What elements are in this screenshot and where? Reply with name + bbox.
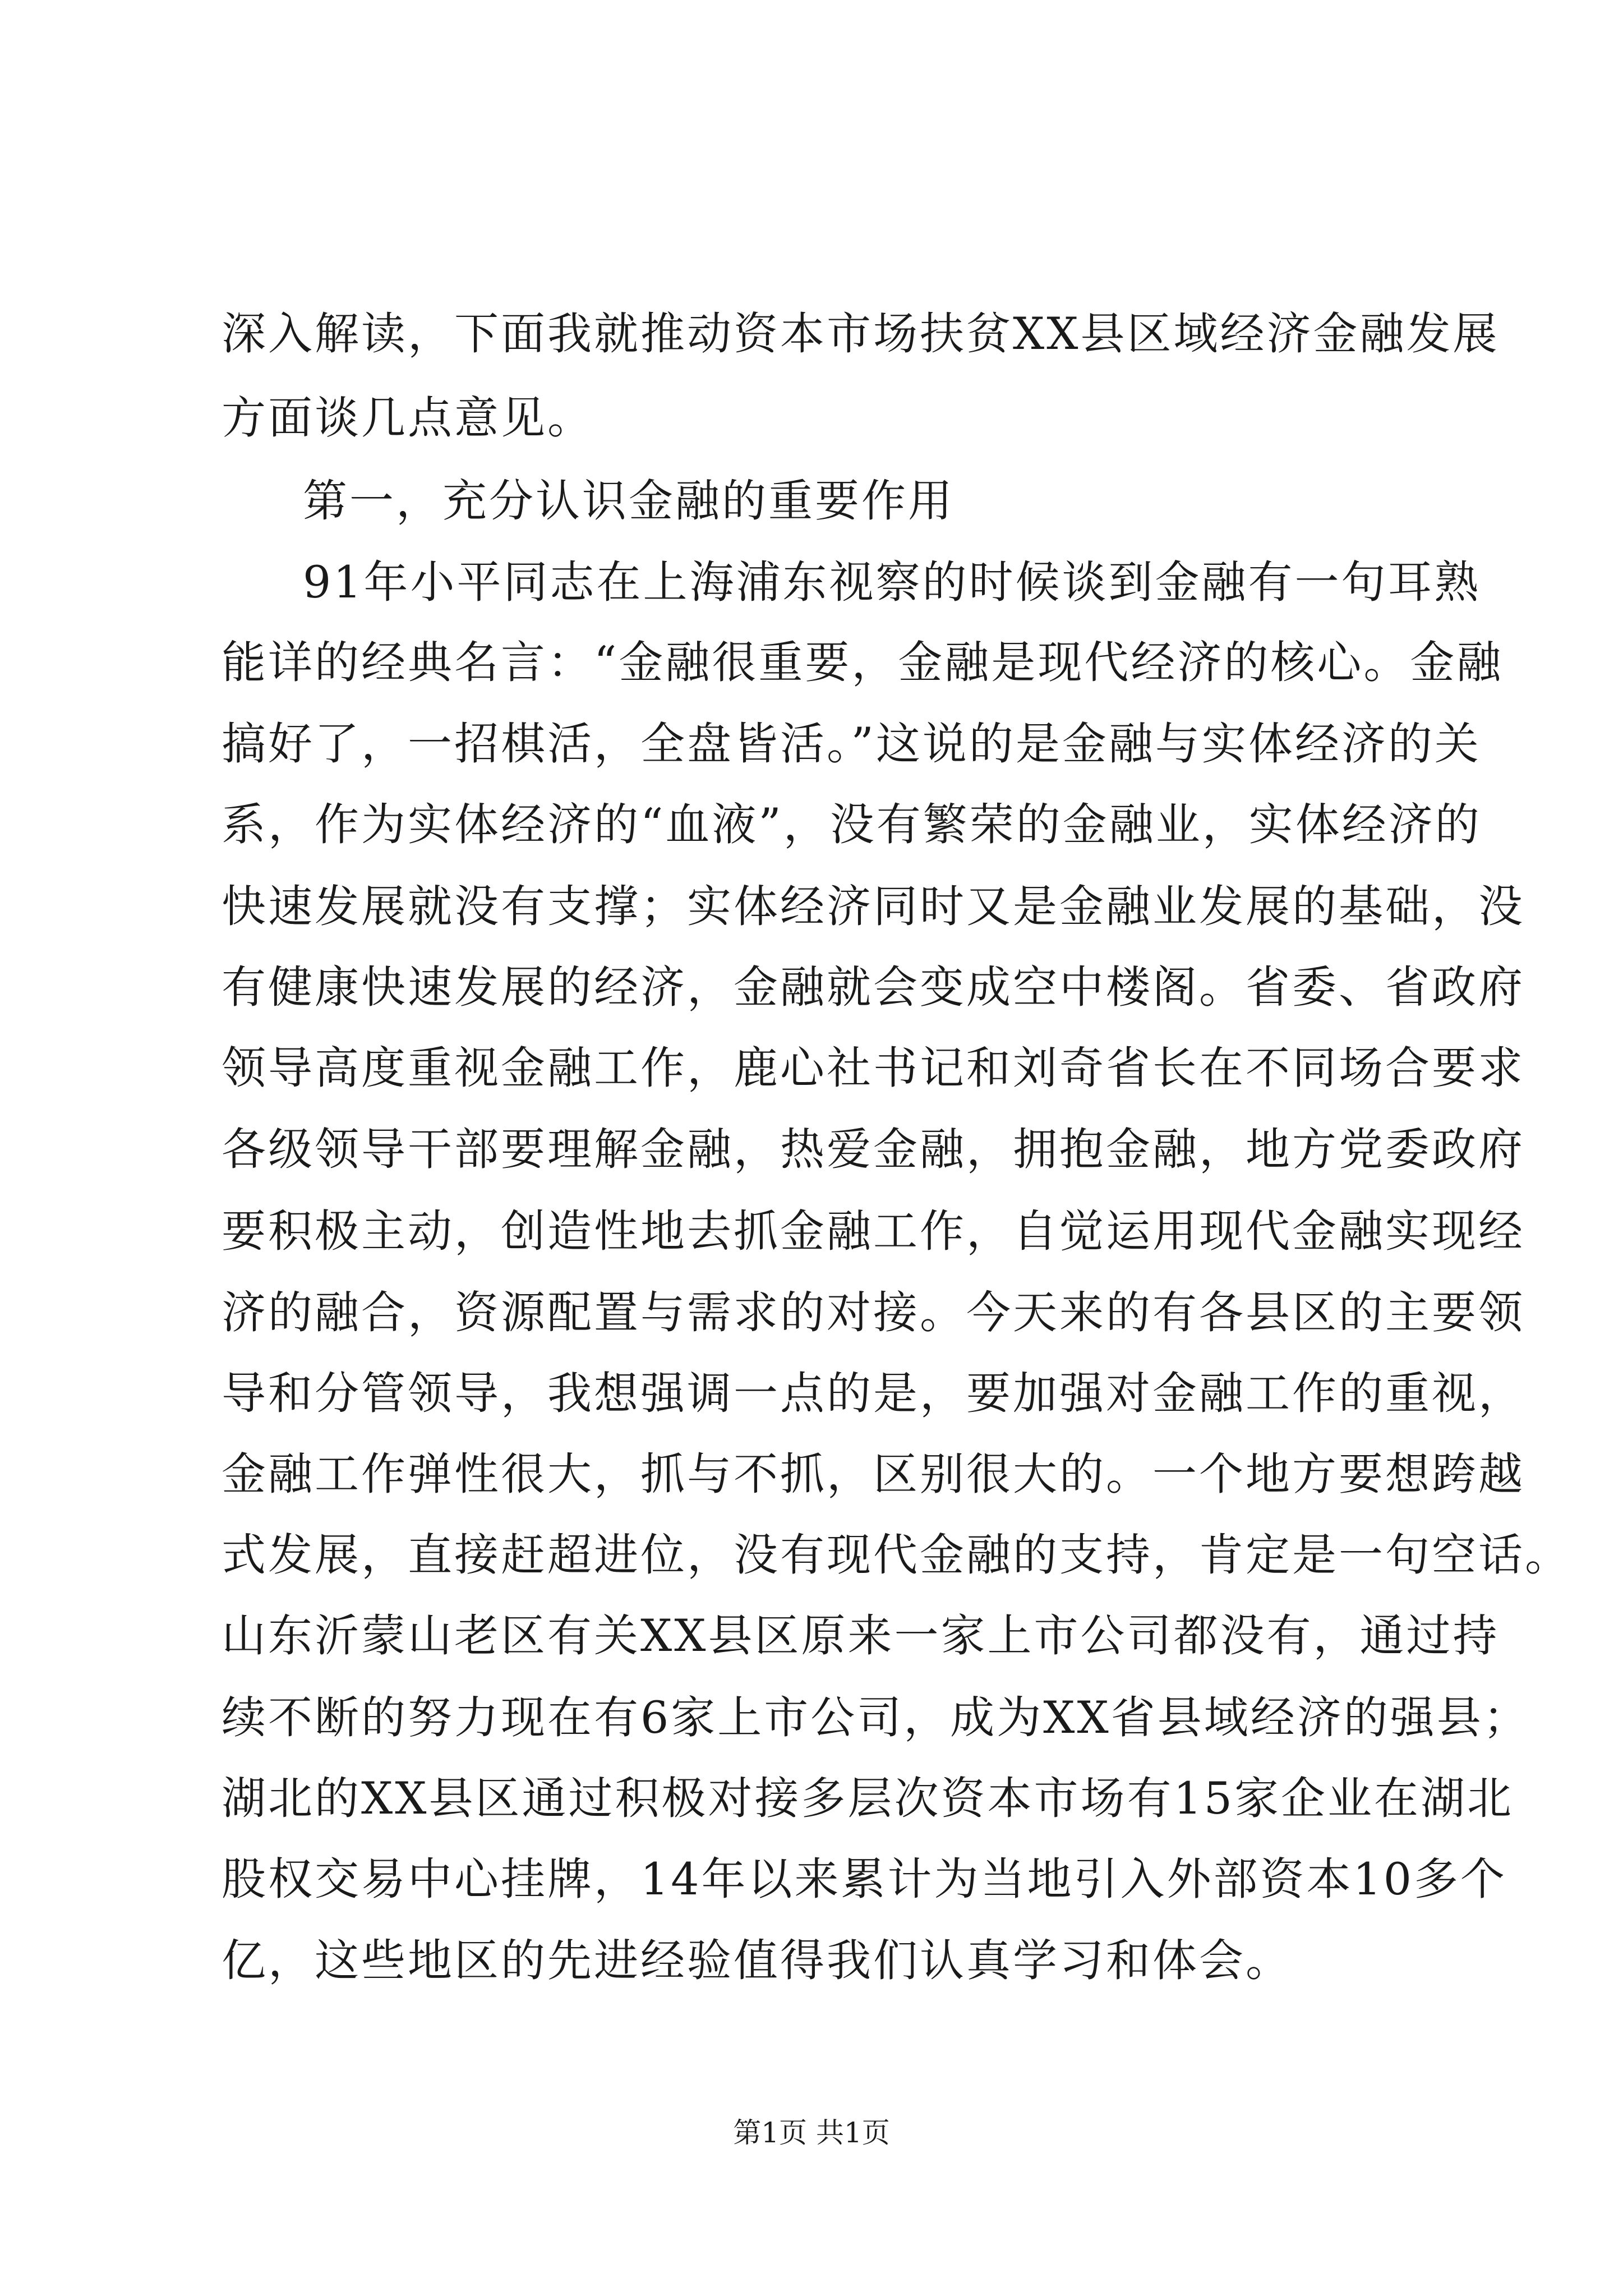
text-line: 山东沂蒙山老区有关XX县区原来一家上市公司都没有，通过持 [222, 1610, 1500, 1662]
text-line: 济的融合，资源配置与需求的对接。今天来的有各县区的主要领 [222, 1287, 1525, 1338]
text-line: 领导高度重视金融工作，鹿心社书记和刘奇省长在不同场合要求 [222, 1042, 1525, 1094]
text-line: 亿，这些地区的先进经验值得我们认真学习和体会。 [222, 1935, 1292, 1986]
text-line: 有健康快速发展的经济，金融就会变成空中楼阁。省委、省政府 [222, 961, 1525, 1013]
text-line: 式发展，直接赶超进位，没有现代金融的支持，肯定是一句空话。 [222, 1529, 1571, 1581]
text-line: 系，作为实体经济的“血液”，没有繁荣的金融业，实体经济的 [222, 799, 1482, 850]
text-line: 金融工作弹性很大，抓与不抓，区别很大的。一个地方要想跨越 [222, 1448, 1525, 1500]
text-line: 续不断的努力现在有6家上市公司，成为XX省县域经济的强县； [222, 1692, 1530, 1743]
text-line: 搞好了，一招棋活，全盘皆活。”这说的是金融与实体经济的关 [222, 718, 1481, 770]
text-line: 快速发展就没有支撑；实体经济同时又是金融业发展的基础，没 [222, 881, 1525, 932]
text-line: 能详的经典名言：“金融很重要，金融是现代经济的核心。金融 [222, 637, 1504, 688]
section-heading: 第一，充分认识金融的重要作用 [303, 475, 955, 527]
text-line: 股权交易中心挂牌，14年以来累计为当地引入外部资本10多个 [222, 1853, 1507, 1905]
text-line: 湖北的XX县区通过积极对接多层次资本市场有15家企业在湖北 [222, 1773, 1514, 1824]
text-line: 深入解读，下面我就推动资本市场扶贫XX县区域经济金融发展 [222, 308, 1500, 360]
text-line: 各级领导干部要理解金融，热爱金融，拥抱金融，地方党委政府 [222, 1124, 1525, 1175]
text-line: 91年小平同志在上海浦东视察的时候谈到金融有一句耳熟 [303, 556, 1481, 608]
text-line: 方面谈几点意见。 [222, 392, 594, 444]
page-number-footer: 第1页 共1页 [733, 2116, 890, 2149]
text-line: 要积极主动，创造性地去抓金融工作，自觉运用现代金融实现经 [222, 1205, 1525, 1257]
text-line: 导和分管领导，我想强调一点的是，要加强对金融工作的重视， [222, 1368, 1525, 1419]
